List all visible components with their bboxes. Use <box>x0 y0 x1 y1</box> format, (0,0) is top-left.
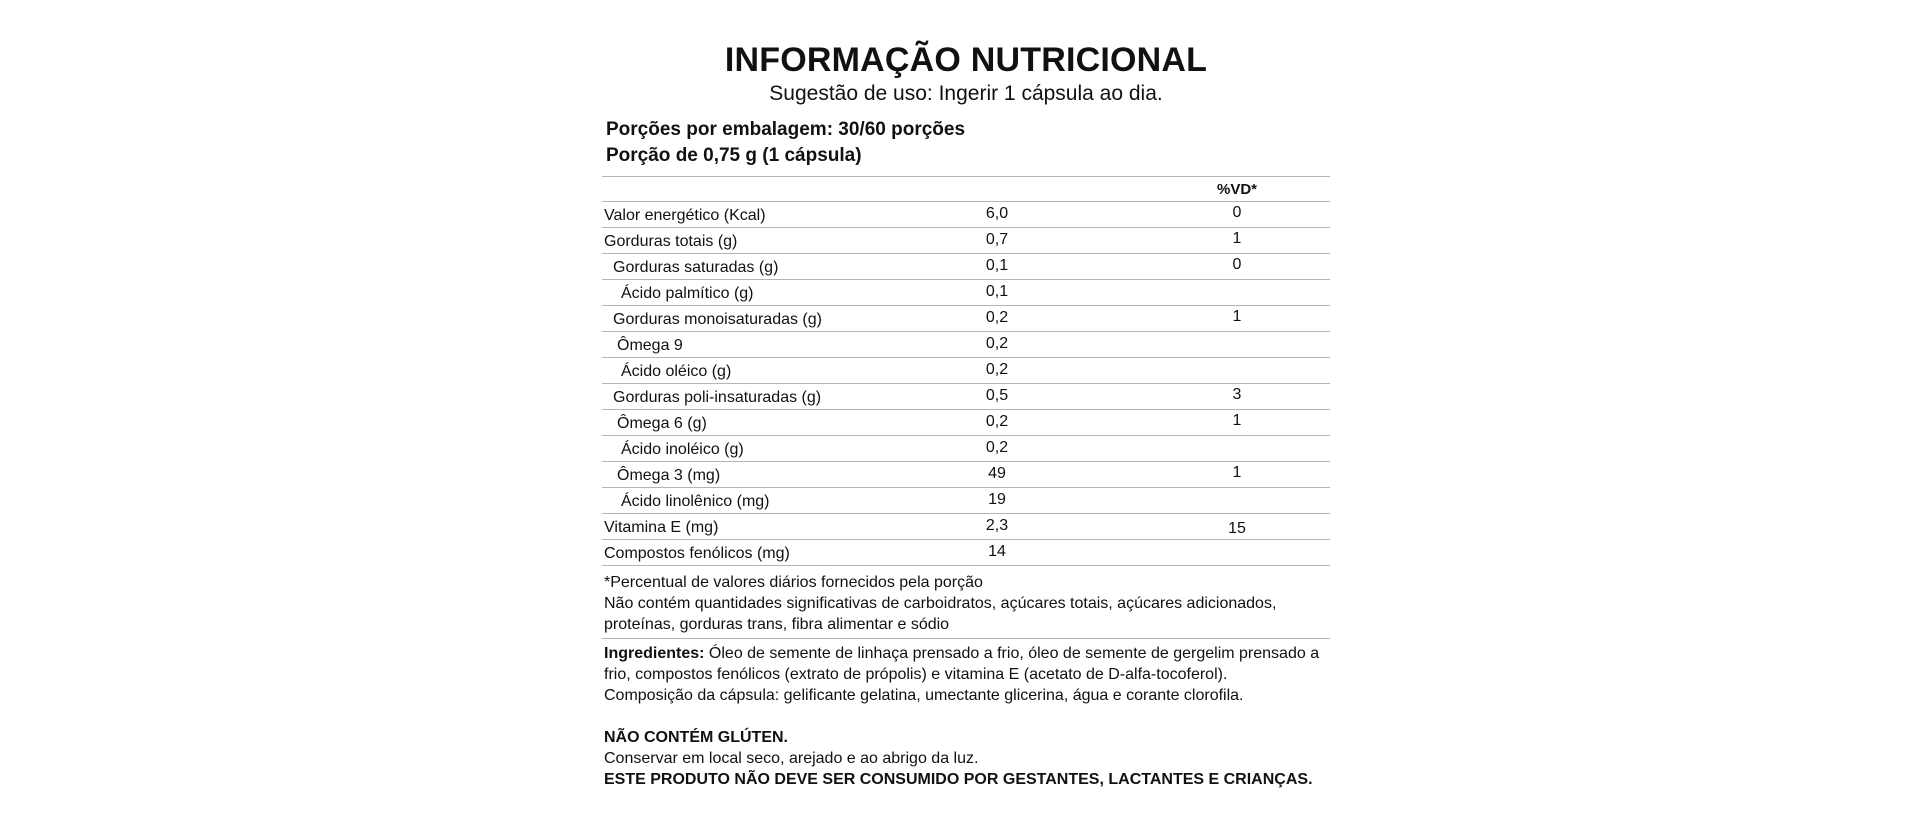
nutrient-quantity: 0,2 <box>985 335 1009 352</box>
table-row <box>602 306 1330 332</box>
not-contained-note: Não contém quantidades significativas de carboidratos, açúcares totais, açúcares adicionados, proteínas, gorduras trans, fibra alimentar e sódio <box>604 595 1277 633</box>
nutrient-daily-value: 1 <box>1232 230 1242 247</box>
nutrient-daily-value: 15 <box>1228 520 1246 537</box>
nutrient-name: Ácido oléico (g) <box>621 363 732 380</box>
nutrient-quantity: 0,1 <box>985 257 1009 274</box>
page-title: INFORMAÇÃO NUTRICIONAL <box>724 41 1208 79</box>
nutrient-quantity: 0,7 <box>985 231 1009 248</box>
table-row <box>602 540 1330 566</box>
nutrient-quantity: 0,2 <box>985 439 1009 456</box>
nutrient-daily-value: 1 <box>1232 308 1242 325</box>
nutrient-quantity: 2,3 <box>985 517 1009 534</box>
table-row <box>602 410 1330 436</box>
ingredients-label: Ingredientes: <box>604 645 705 662</box>
nutrient-quantity: 0,5 <box>985 387 1009 404</box>
portions-block <box>602 117 1330 169</box>
ingredients-block <box>602 639 1330 790</box>
table-header-row <box>602 177 1330 202</box>
ingredients-text: Óleo de semente de linhaça prensado a frio, óleo de semente de gergelim prensado a frio, compostos fenólicos (extrato de própolis) e vitamina E (acetato de D-alfa-tocoferol). <box>604 645 1320 683</box>
table-row <box>602 202 1330 228</box>
nutrient-daily-value: 0 <box>1232 204 1242 221</box>
nutrition-table <box>602 176 1330 566</box>
nutrient-name: Ácido palmítico (g) <box>621 285 754 302</box>
nutrient-quantity: 49 <box>988 465 1006 482</box>
nutrient-name: Ômega 9 <box>617 337 683 354</box>
nutrient-quantity: 0,2 <box>985 413 1009 430</box>
nutrient-quantity: 14 <box>988 543 1006 560</box>
nutrient-name: Ácido inoléico (g) <box>621 441 744 458</box>
table-row <box>602 254 1330 280</box>
nutrient-daily-value: 3 <box>1232 386 1242 403</box>
nutrient-name: Compostos fenólicos (mg) <box>604 545 790 562</box>
table-row <box>602 332 1330 358</box>
nutrient-name: Gorduras monoisaturadas (g) <box>613 311 822 328</box>
nutrient-name: Gorduras totais (g) <box>604 233 738 250</box>
nutrient-name: Gorduras saturadas (g) <box>613 259 779 276</box>
ingredients-paragraph <box>604 643 1328 685</box>
nutrient-name: Valor energético (Kcal) <box>604 207 766 224</box>
table-row <box>602 358 1330 384</box>
nutrient-name: Ômega 6 (g) <box>617 415 707 432</box>
nutrient-name: Ácido linolênico (mg) <box>621 493 770 510</box>
usage-suggestion: Sugestão de uso: Ingerir 1 cápsula ao dia. <box>769 82 1163 105</box>
nutrient-quantity: 19 <box>988 491 1006 508</box>
daily-value-footnote: *Percentual de valores diários fornecidos pela porção <box>604 574 983 591</box>
nutrient-name: Ômega 3 (mg) <box>617 467 721 484</box>
table-row <box>602 384 1330 410</box>
table-row <box>602 280 1330 306</box>
table-row <box>602 462 1330 488</box>
nutrient-quantity: 0,2 <box>985 361 1009 378</box>
nutrient-daily-value: 1 <box>1232 464 1242 481</box>
nutrient-quantity: 0,1 <box>985 283 1009 300</box>
nutrition-label <box>602 40 1330 790</box>
table-row <box>602 228 1330 254</box>
notes-block <box>602 566 1330 639</box>
nutrient-quantity: 6,0 <box>985 205 1009 222</box>
portions-per-package: Porções por embalagem: 30/60 porções <box>606 119 966 140</box>
table-row <box>602 488 1330 514</box>
storage-instructions: Conservar em local seco, arejado e ao abrigo da luz. <box>604 750 979 767</box>
restriction-warning: ESTE PRODUTO NÃO DEVE SER CONSUMIDO POR GESTANTES, LACTANTES E CRIANÇAS. <box>604 771 1313 788</box>
serving-size: Porção de 0,75 g (1 cápsula) <box>606 145 862 166</box>
gluten-warning: NÃO CONTÉM GLÚTEN. <box>604 729 788 746</box>
spacer <box>604 706 1328 727</box>
nutrient-name: Vitamina E (mg) <box>604 519 719 536</box>
vd-column-header: %VD* <box>1216 181 1257 198</box>
nutrient-quantity: 0,2 <box>985 309 1009 326</box>
table-row <box>602 514 1330 540</box>
nutrient-name: Gorduras poli-insaturadas (g) <box>613 389 822 406</box>
nutrient-daily-value: 0 <box>1232 256 1242 273</box>
table-row <box>602 436 1330 462</box>
capsule-composition: Composição da cápsula: gelificante gelatina, umectante glicerina, água e corante clorofila. <box>604 687 1244 704</box>
nutrient-daily-value: 1 <box>1232 412 1242 429</box>
